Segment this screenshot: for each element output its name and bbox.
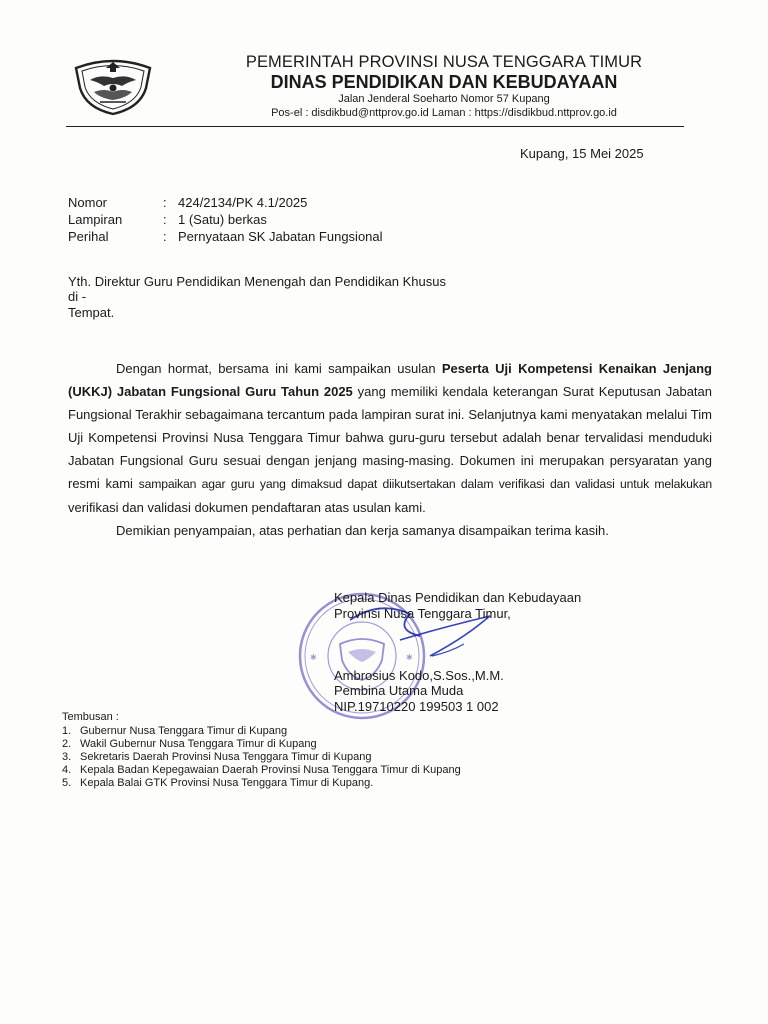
body-text: verifikasi dan validasi dokumen pendaftaran atas usulan kami. [68,500,426,515]
signatory-name: Ambrosius Kodo,S.Sos.,M.M. [334,668,504,683]
list-number: 4. [62,764,72,776]
signatory-rank: Pembina Utama Muda [334,683,464,698]
list-item [62,725,461,738]
meta-value-nomor: 424/2134/PK 4.1/2025 [178,195,308,210]
recipient-place: Tempat. [68,305,115,320]
body-paragraph-2: Demikian penyampaian, atas perhatian dan kerja samanya disampaikan terima kasih. [116,523,609,538]
list-number: 2. [62,738,72,750]
meta-colon: : [163,195,167,210]
list-item [62,738,461,751]
list-item [62,764,461,777]
list-item [62,777,461,790]
body-text: Dengan hormat, bersama ini kami sampaikan usulan [116,361,442,376]
body-bold-text: Peserta Uji Kompetensi Kenaikan Jenjang (UKKJ) Jabatan Fungsional Guru Tahun 2025 [68,361,712,399]
body-text: yang memiliki kendala keterangan Surat Keputusan Jabatan Fungsional Terakhir sebagaimana tercantum pada lampiran surat ini. Selanjutnya kami menyatakan melalui Tim Uji Kompetensi Provinsi Nusa Tenggara Timur bahwa guru-guru tersebut adalah benar tervalidasi menduduki Jabatan Fungsional Guru sesuai dengan jenjang masing-masing. Dokumen ini merupakan persyaratan yang resmi kami [68,384,712,491]
svg-text:✱: ✱ [310,653,317,662]
list-number: 5. [62,777,72,789]
header-divider [66,126,684,127]
recipient-location: di - [68,289,87,304]
body-paragraph-1 [68,357,712,519]
list-text: Wakil Gubernur Nusa Tenggara Timur di Kupang [80,738,317,750]
list-text: Sekretaris Daerah Provinsi Nusa Tenggara Timur di Kupang [80,751,372,763]
signatory-title: Kepala Dinas Pendidikan dan Kebudayaan [334,590,582,605]
list-text: Kepala Badan Kepegawaian Daerah Provinsi Nusa Tenggara Timur di Kupang [80,764,461,776]
cc-heading: Tembusan : [62,711,119,723]
meta-label-lampiran: Lampiran [68,212,123,227]
body-text-condensed: sampaikan agar guru yang dimaksud dapat diikutsertakan dalam verifikasi dan validasi untuk melakukan [138,477,712,491]
signatory-province: Provinsi Nusa Tenggara Timur, [334,606,511,621]
meta-label-perihal: Perihal [68,229,109,244]
header-contact: Pos-el : disdikbud@nttprov.go.id Laman : https://disdikbud.nttprov.go.id [271,107,617,119]
meta-value-perihal: Pernyataan SK Jabatan Fungsional [178,229,383,244]
ntt-emblem-icon [70,58,156,116]
recipient-line: Yth. Direktur Guru Pendidikan Menengah dan Pendidikan Khusus [68,274,446,289]
letter-body [68,357,712,542]
list-number: 1. [62,725,72,737]
signatory-nip: NIP.19710220 199503 1 002 [334,699,499,714]
list-item [62,751,461,764]
meta-colon: : [163,229,167,244]
header-address: Jalan Jenderal Soeharto Nomor 57 Kupang [338,93,550,105]
header-agency: DINAS PENDIDIKAN DAN KEBUDAYAAN [270,72,618,92]
list-number: 3. [62,751,72,763]
header-government: PEMERINTAH PROVINSI NUSA TENGGARA TIMUR [245,53,643,71]
meta-colon: : [163,212,167,227]
letter-date: Kupang, 15 Mei 2025 [520,146,644,161]
meta-value-lampiran: 1 (Satu) berkas [178,212,267,227]
cc-list [62,725,461,790]
list-text: Gubernur Nusa Tenggara Timur di Kupang [80,725,288,737]
meta-label-nomor: Nomor [68,195,108,210]
list-text: Kepala Balai GTK Provinsi Nusa Tenggara Timur di Kupang. [80,777,374,789]
svg-text:✱: ✱ [406,653,413,662]
